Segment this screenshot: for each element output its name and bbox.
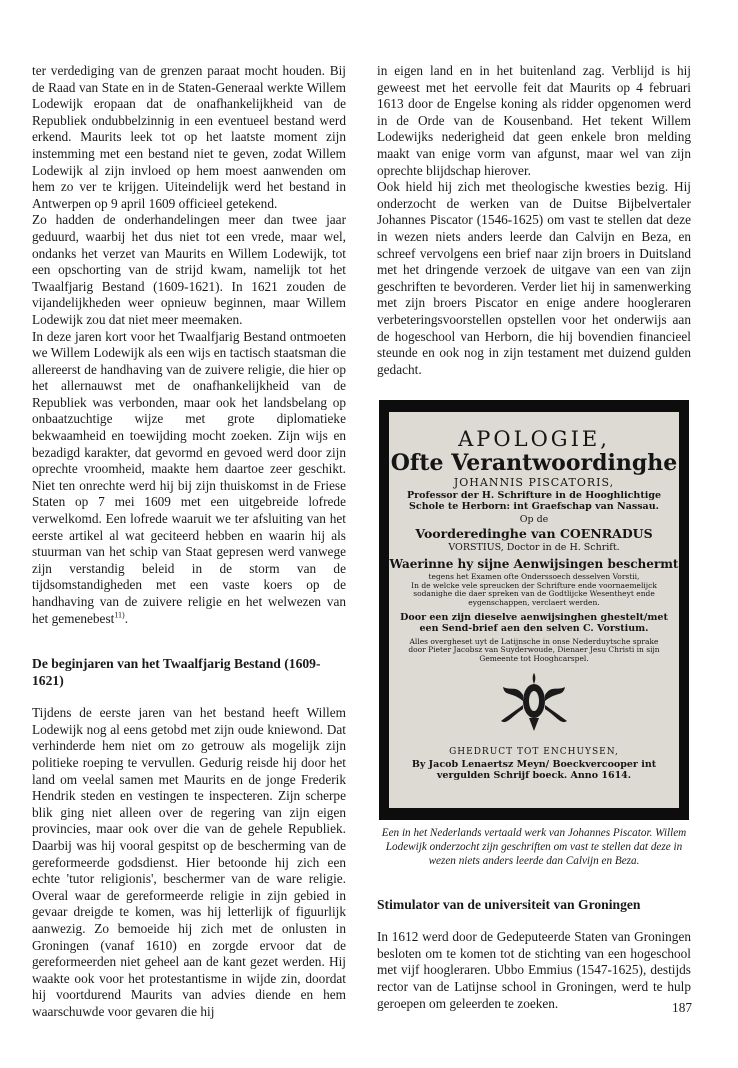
figure-send-brief: Door een zijn dieselve aenwijsinghen ghestelt/met een Send-brief aen den selven C. Vorstium. bbox=[400, 611, 668, 634]
figure-ghedruct: GHEDRUCT TOT ENCHUYSEN, bbox=[449, 747, 619, 758]
left-paragraph-4: Tijdens de eerste jaren van het bestand heeft Willem Lodewijk nog al eens getobd met zijn oude kniewond. Dat verhinderde hem niet om zo getrouw als mogelijk zijn politieke roeping te vervullen. Gedurig reisde hij door het land om veelal samen met Maurits en de jonge Frederik Hendrik steden en vestingen te inspecteren. Zijn scherpe blik ging niet alleen over de regering van zijn eigen provincies, maar ook over die van de gehele Republiek. Daarbij was hij vooral gespitst op de bescherming van de gereformeerde godsdienst. Hier betoonde hij zich een echte 'tutor religionis', beschermer van de ware religie. Overal waar de gereformeerde religie in zijn gebied in gevaar dreigde te komen, was hij letterlijk of figuurlijk aanwezig. Zo bemoeide hij zich met de onlusten in Groningen (vanaf 1610) en zorgde ervoor dat de gereformeerden niet geheel aan de kant gezet werden. Hij waakte ook voor het protestantisme in wijde zin, doordat hij voortdurend Maurits van advies diende en hem waarschuwde voor gevaren die hij bbox=[32, 705, 346, 1019]
footnote-ref-11[interactable]: 11) bbox=[114, 610, 125, 620]
figure-title-apologie: APOLOGIE, bbox=[458, 427, 610, 452]
figure-title-verantwoordinghe: Ofte Verantwoordinghe bbox=[390, 450, 678, 477]
figure-examen: tegens het Examen ofte Onderssoech desselven Vorstii, bbox=[428, 572, 640, 582]
section-heading-beginjaren: De beginjaren van het Twaalfjarig Bestand (1609-1621) bbox=[32, 656, 321, 689]
right-paragraph-2: Ook hield hij zich met theologische kwesties bezig. Hij onderzocht de werken van de Duitse Bijbelvertaler Johannes Piscator (1546-1625) om vast te stellen dat deze in wezen niets anders leerde dan Calvijn en Beza, en schreef vervolgens een brief naar zijn broers in Duitsland met het dringende verzoek de uitgave van een van zijn geschriften te bevorderen. Verder liet hij in samenwerking met zijn broers Piscator en enige andere hoogleraren verbeteringsvoorstellen opstellen voor het onderwijs aan de hogeschool van Herborn, die hij bovendien financieel steunde en ook nog in zijn testament met duizend gulden gedacht. bbox=[377, 179, 691, 377]
left-paragraph-1: ter verdediging van de grenzen paraat mocht houden. Bij de Raad van State en in de Staten-Generaal werkte Willem Lodewijk eropaan dat de onafhankelijkheid van de Republiek ondubbelzinnig in een eventueel bestand werd erkend. Maurits leek tot op het laatste moment zijn instemming met een bestand niet te geven, zodat Willem Lodewijk al zijn invloed op hem moest aanwenden om hem zo ver te krijgen. Uiteindelijk werd het bestand in Antwerpen op 9 april 1609 officieel getekend. bbox=[32, 63, 346, 211]
left-paragraph-3: In deze jaren kort voor het Twaalfjarig Bestand ontmoeten we Willem Lodewijk als een wijs en tactisch staatsman die allereerst de handhaving van de zuivere religie, die hier op het allernauwst met de onafhankelijkheid van de Republiek was verbonden, maar ook het landsbelang op onbaatzuchtige wijze met grote diplomatieke bekwaamheid en toewijding mocht zoeken. Zijn wijs en bezadigd karakter, dat gevormd en gevoed werd door zijn oprechte vroomheid, maakte hem daartoe zeer geschikt. Niet ten onrechte werd hij bij zijn thuiskomst in de Friese Staten op 7 mei 1609 met een uitgebreide lofrede verwelkomd. Een lofrede waaruit we ter afsluiting van het eerste artikel al wat geciteerd hebben en waarin hij als stuurman van het schip van Staat gepresen werd vanwege zijn verstandig beleid in de storm van de tijdsomstandigheden met een vaste koers op de handhaving van de zuivere religie en het welwezen van het gemenebest$^{11)}$. bbox=[32, 328, 346, 626]
figure-aenwijsingen: Waerinne hy sijne Aenwijsingen beschermt bbox=[389, 557, 679, 572]
section-heading-groningen: Stimulator van de universiteit van Groningen bbox=[377, 897, 641, 913]
figure-imprint: By Jacob Lenaertsz Meyn/ Boeckvercooper int vergulden Schrijf boeck. Anno 1614. bbox=[411, 759, 657, 782]
figure-author: JOHANNIS PISCATORIS, bbox=[453, 476, 615, 490]
figure-caption: Een in het Nederlands vertaald werk van Johannes Piscator. Willem Lodewijk onderzocht zijn geschriften om vast te stellen dat deze in wezen niets anders leerde dan Calvijn en Beza. bbox=[381, 827, 687, 868]
figure-vorstius: VORSTIUS, Doctor in de H. Schrift. bbox=[448, 542, 620, 554]
page-number: 187 bbox=[672, 1000, 692, 1015]
left-paragraph-3-text: In deze jaren kort voor het Twaalfjarig Bestand ontmoeten we Willem Lodewijk als een wijs en tactisch staatsman die allereerst de handhaving van de zuivere religie, die hier op het allernauwst met de onafhankelijkheid van de Republiek was verbonden, maar ook het landsbelang op onbaatzuchtige wijze met grote diplomatieke bekwaamheid en toewijding mocht zoeken. Zijn wijs en bezadigd karakter, dat gevormd en gevoed werd door zijn oprechte vroomheid, maakte hem daartoe zeer geschikt. Niet ten onrechte werd hij bij zijn thuiskomst in de Friese Staten op 7 mei 1609 met een uitgebreide lofrede verwelkomd. Een lofrede waaruit we ter afsluiting van het eerste artikel al wat geciteerd hebben en waarin hij als stuurman van het schip van Staat gepresen werd vanwege zijn verstandig beleid in de storm van de tijdsomstandigheden met een vaste koers op de handhaving van de zuivere religie en het welwezen van het gemenebest bbox=[32, 328, 346, 626]
right-paragraph-3: In 1612 werd door de Gedeputeerde Staten van Groningen besloten om te komen tot de stichting van een hogeschool met vijf hoogleraren. Ubbo Emmius (1547-1625), destijds rector van de Latijnse school in Groningen, werd te hulp geroepen om geleerden te zoeken. bbox=[377, 929, 691, 1011]
printer-ornament-icon bbox=[499, 671, 569, 733]
figure-op-de: Op de bbox=[519, 514, 549, 526]
figure-overgheset: Alles overgheset uyt de Latijnsche in onse Nederduytsche sprake door Pieter Jacobsz van Suyderwoude, Dienaer Jesu Christi in sijn Gemeente tot Hooghcarspel. bbox=[408, 636, 660, 663]
left-column bbox=[32, 63, 346, 1020]
figure-author-title: Professor der H. Schrifture in de Hooghlichtige Schole te Herborn: int Graefschap van Nassau. bbox=[406, 490, 662, 513]
left-paragraph-2: Zo hadden de onderhandelingen meer dan twee jaar geduurd, waarbij het dus niet tot een vrede, maar wel, ondanks het verzet van Maurits en Willem Lodewijk, tot een opschorting van de strijd kwam, namelijk tot het Twaalfjarig Bestand (1609-1621). In 1621 zouden de vijandelijkheden weer opnieuw beginnen, maar Willem Lodewijk zou dat niet meer meemaken. bbox=[32, 212, 346, 327]
title-page-scan bbox=[389, 412, 679, 808]
figure-voorderedinghe: Voorderedinghe van COENRADUS bbox=[415, 526, 653, 542]
title-page-figure bbox=[379, 400, 689, 820]
right-paragraph-1: in eigen land en in het buitenland zag. Verblijd is hij geweest met het eervolle feit dat Maurits op 4 februari 1613 door de Engelse koning als ridder opgenomen werd in de Orde van de Kousenband. Het tekent Willem Lodewijks nederigheid dat geen enkele bron melding maakt van enige vorm van afgunst, maar wel van zijn oprechte blijdschap hierover. bbox=[377, 63, 691, 178]
right-column bbox=[377, 63, 691, 1012]
figure-spreucken: In de welcke vele spreucken der Schrifture ende voornaemelijck sodanighe die daer spreken van de Godtlijcke Wesentheyt ende eygenschappen, verclaert werden. bbox=[411, 580, 657, 608]
